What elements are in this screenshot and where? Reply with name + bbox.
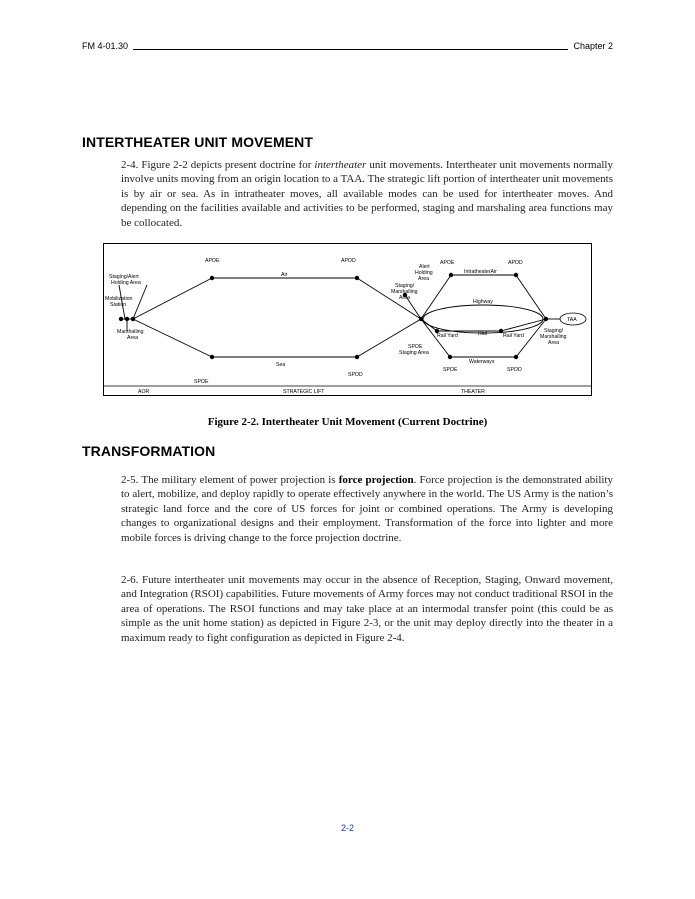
paragraph-2-5 [121,473,613,545]
label-alert-2: Holding [415,270,433,276]
label-strategic-lift: STRATEGIC LIFT [283,389,325,395]
label-staging-alert-2: Holding Area [111,280,141,286]
label-rail-yard-2: Rail Yard [503,333,524,339]
label-spoe-staging-1: SPOE [408,344,423,350]
label-rail-yard-1: Rail Yard [437,333,458,339]
figure-2-2-diagram [103,243,592,396]
label-spod: SPOD [348,372,363,378]
page-number: 2-2 [340,823,354,833]
paragraph-2-4-rest: unit movements. Intertheater unit movements normally involve units moving from an origin location to a TAA. The strategic lift portion of intertheater unit movements is by air or sea. As in intratheater moves, all available modes can be used for intertheater moves. And depending on the facilities available and activities to be performed, staging and marshaling area functions may be collocated. [121,159,613,229]
paragraph-2-5-rest: . Force projection is the demonstrated ability to alert, mobilize, and deploy rapidly to operate effectively anywhere in the world. The US Army is the nation’s strategic land force and the core of US forces for joint or combined operations. The Army is developing changes to organizational designs and their employment. Transformation of the force into lighter and more mobile forces is driving change to the force projection doctrine. [121,474,613,544]
label-spod-right: SPOD [507,367,522,373]
label-marshalling-1: Marshalling [117,329,144,335]
label-taa: TAA [567,317,577,323]
running-header-left: FM 4-01.30 [82,41,129,51]
label-staging-alert-1: Staging/Alert [109,274,139,280]
label-apod-right: APOD [508,260,523,266]
figure-caption: Figure 2-2. Intertheater Unit Movement (Current Doctrine) [207,416,488,428]
label-aor: AOR [138,389,150,395]
label-staging-marshalling-2: Marshalling [391,289,418,295]
paragraph-2-4-lead: 2-4. Figure 2-2 depicts present doctrine for [121,159,315,171]
label-highway: Highway [473,299,493,305]
label-staging-marshalling-r-3: Area [548,340,559,346]
header-rule [133,49,568,50]
label-apod: APOD [341,258,356,264]
section-heading-transformation: TRANSFORMATION [82,443,216,459]
label-waterways: Waterways [469,359,495,365]
section-heading-intertheater: INTERTHEATER UNIT MOVEMENT [82,134,314,150]
label-sea: Sea [276,362,286,368]
label-staging-marshalling-3: Area [399,295,410,301]
label-marshalling-2: Area [127,335,138,341]
label-theater: THEATER [461,389,485,395]
paragraph-2-5-lead: 2-5. The military element of power projection is [121,474,339,486]
paragraph-2-5-term: force projection [338,474,414,486]
label-spoe-right: SPOE [443,367,458,373]
label-apoe-left: APOE [205,258,220,264]
label-spoe-staging-2: Staging Area [399,350,429,356]
running-header-right: Chapter 2 [573,41,613,51]
label-staging-marshalling-1: Staging/ [395,283,415,289]
label-alert-1: Alert [419,264,430,270]
label-apoe-right: APOE [440,260,455,266]
label-spoe-left: SPOE [194,379,209,385]
paragraph-2-6: 2-6. Future intertheater unit movements may occur in the absence of Reception, Staging, Onward movement, and Integration (RSOI) capabilities. Future movements of Army forces may not conduct traditional RSOI in the area of operations. The RSOI functions and may take place at an intermodal transfer point (this could be as simple as the unit home station) as depicted in Figure 2-3, or the unit may deploy directly into the theater in a maximum ready to fight configuration as depicted in Figure 2-4. [121,574,613,644]
label-staging-marshalling-r-1: Staging/ [544,328,564,334]
label-air: Air [281,272,288,278]
paragraph-2-4 [121,158,613,230]
paragraph-2-4-emphasis: intertheater [314,159,367,171]
label-staging-marshalling-r-2: Marshalling [540,334,567,340]
label-rail: Rail [478,331,487,337]
label-mobilization-2: Station [110,302,127,308]
label-alert-3: Area [418,276,429,282]
label-intratheater-air: IntratheaterAir [464,269,497,275]
label-mobilization-1: Mobilization [105,296,133,302]
